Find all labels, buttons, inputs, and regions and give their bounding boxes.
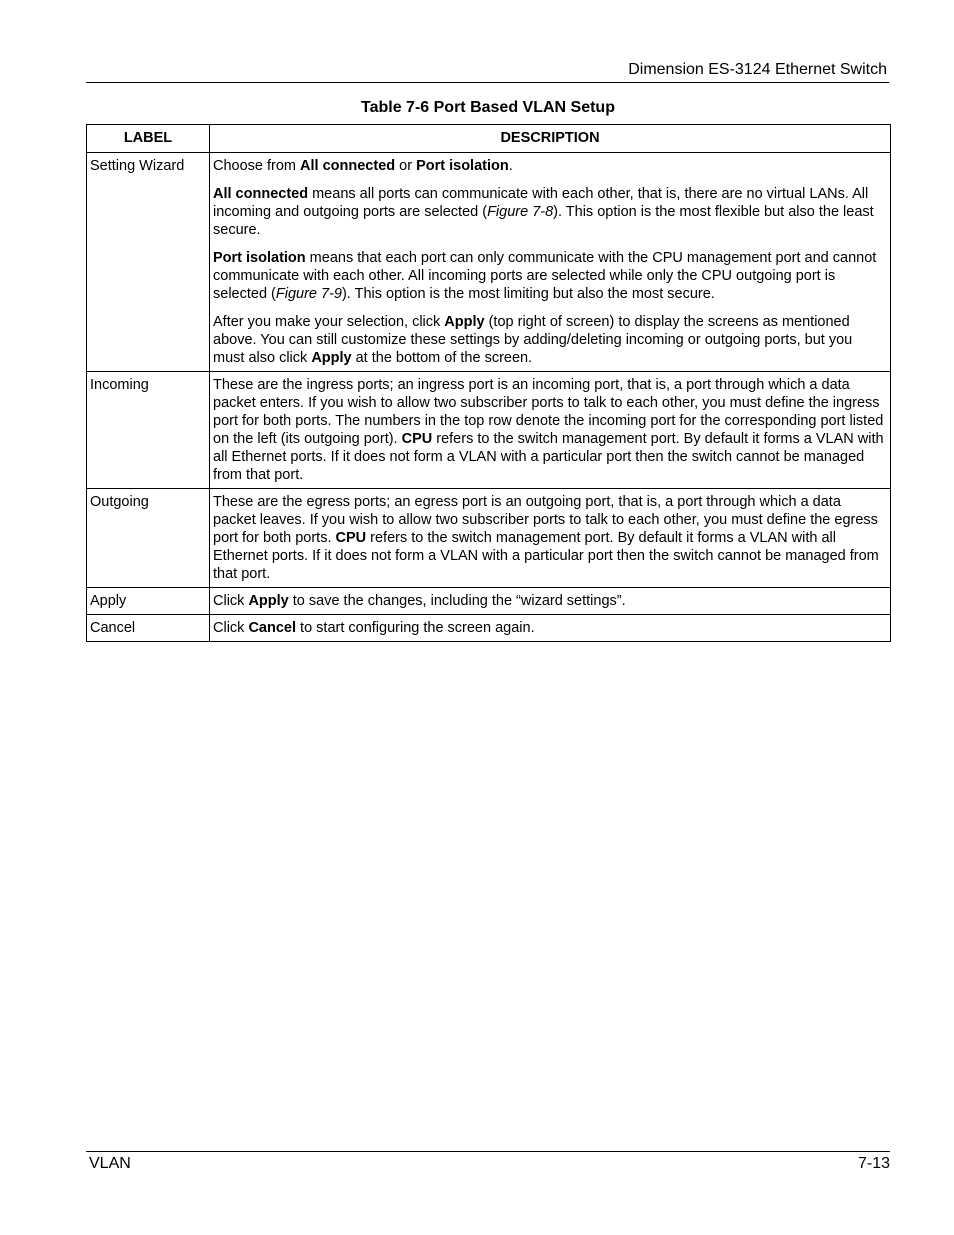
bold-term: CPU [335,530,367,546]
text-segment: to start configuring the screen again. [296,620,535,636]
text-segment: . [508,158,513,174]
description-paragraph [213,619,887,637]
text-segment: refers to the switch management port. By default it forms a VLAN with all Ethernet ports. If it does not form a VLAN with a particular port then the switch cannot be managed from that port. [213,431,884,483]
bold-term: Apply [444,314,485,330]
page-footer [86,1151,890,1176]
description-paragraph [213,376,887,484]
text-segment: ). This option is the most limiting but also the most secure. [341,286,715,302]
row-description [210,372,891,489]
text-segment: refers to the switch management port. By default it forms a VLAN with all Ethernet ports. If it does not form a VLAN with a particular port then the switch cannot be managed from that port. [213,530,879,582]
page-header [86,60,889,83]
text-segment: These are the egress ports; an egress port is an outgoing port, that is, a port through which a data packet leaves. If you wish to allow two subscriber ports to talk to each other, you must define the egress port for both ports. [213,494,878,546]
bold-term: All connected [213,186,309,202]
row-label: Incoming [87,372,210,489]
text-segment: After you make your selection, click [213,314,445,330]
text-segment: Choose from [213,158,301,174]
table-header-row [87,125,891,153]
text-segment: at the bottom of the screen. [351,350,533,366]
text-segment: These are the ingress ports; an ingress port is an incoming port, that is, a port through which a data packet enters. If you wish to allow two subscriber ports to talk to each other, you must define the ingress port for both ports. The numbers in the top row denote the incoming port for the corresponding port listed on the left (its outgoing port). [213,377,884,447]
footer-page-number: 7-13 [857,1155,890,1172]
text-segment: or [395,158,417,174]
port-based-vlan-table [86,124,891,642]
text-segment: means all ports can communicate with each other, that is, there are no virtual LANs. All incoming and outgoing ports are selected ( [213,186,869,220]
bold-term: Port isolation [213,250,306,266]
row-label: Cancel [87,615,210,642]
row-description [210,588,891,615]
bold-term: Apply [311,350,352,366]
description-paragraph [213,592,887,610]
row-label: Outgoing [87,489,210,588]
table-body [87,153,891,642]
table-row [87,615,891,642]
description-paragraph [213,493,887,583]
table-row [87,588,891,615]
bold-term: Cancel [248,620,297,636]
row-description [210,615,891,642]
table-row [87,372,891,489]
figure-reference: Figure 7-8 [487,204,554,220]
table-row [87,489,891,588]
description-paragraph [213,249,887,303]
row-description [210,489,891,588]
bold-term: CPU [401,431,433,447]
footer-section-name: VLAN [89,1155,131,1172]
description-paragraph [213,157,887,175]
text-segment: to save the changes, including the “wizard settings”. [288,593,626,609]
column-header-label: LABEL [87,125,210,153]
bold-term: Port isolation [416,158,509,174]
text-segment: Click [213,593,249,609]
description-paragraph [213,185,887,239]
row-description [210,153,891,372]
table-caption: Table 7-6 Port Based VLAN Setup [361,99,615,116]
bold-term: Apply [248,593,289,609]
row-label: Setting Wizard [87,153,210,372]
figure-reference: Figure 7-9 [275,286,342,302]
description-paragraph [213,313,887,367]
text-segment: (top right of screen) to display the screens as mentioned above. You can still customize these settings by adding/deleting incoming or outgoing ports, but you must also click [213,314,853,366]
text-segment: Click [213,620,249,636]
text-segment: means that each port can only communicate with the CPU management port and cannot communicate with each other. All incoming ports are selected while only the CPU outgoing port is selected ( [213,250,877,302]
row-label: Apply [87,588,210,615]
bold-term: All connected [300,158,396,174]
header-title: Dimension ES-3124 Ethernet Switch [628,61,887,78]
column-header-description: DESCRIPTION [210,125,891,153]
table-row [87,153,891,372]
text-segment: ). This option is the most flexible but also the least secure. [213,204,874,238]
